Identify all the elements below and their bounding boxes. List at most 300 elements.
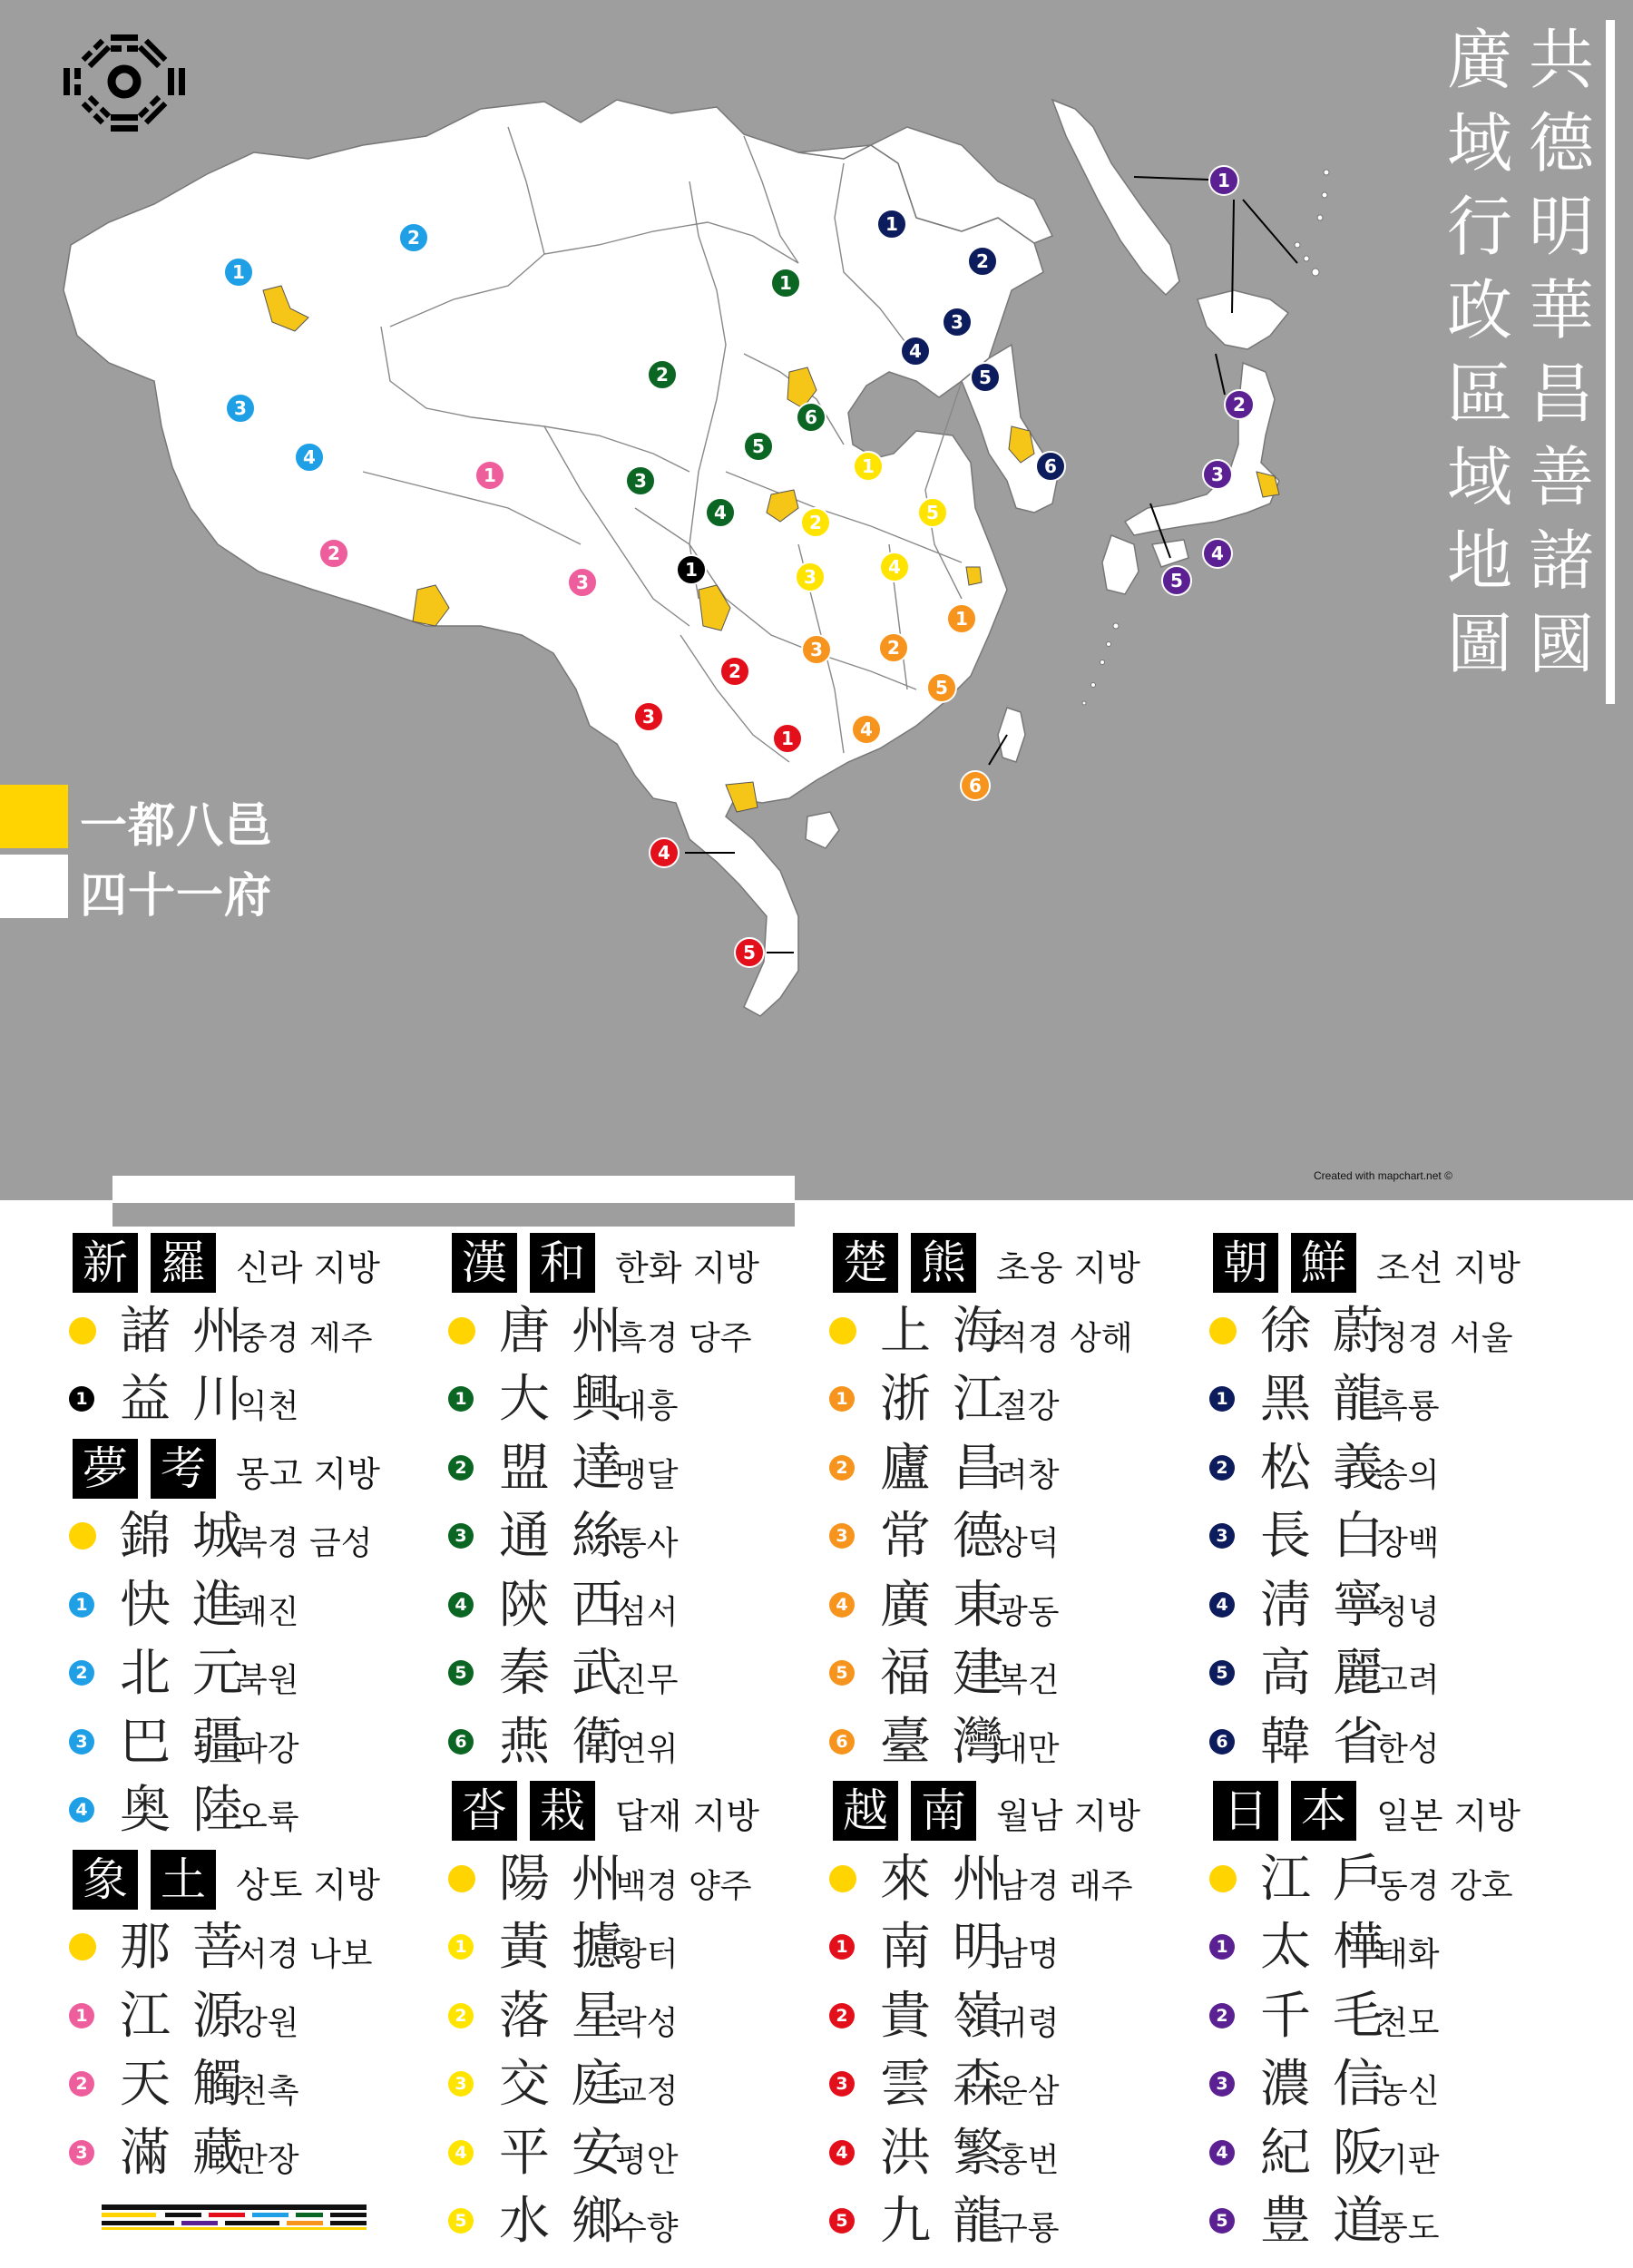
legend-korean-name: 동경 강호	[1376, 1867, 1513, 1905]
legend-korean-name: 황터	[615, 1936, 679, 1973]
map-marker	[879, 633, 908, 662]
prefecture-number-badge: 4	[1209, 2140, 1235, 2165]
map-marker	[901, 337, 930, 366]
legend-hanja-char: 濃	[1260, 2055, 1311, 2114]
legend-hanja-char: 蔚	[1333, 1301, 1384, 1361]
prefecture-number-badge: 2	[829, 2003, 855, 2028]
capital-dot-icon	[1209, 1865, 1237, 1892]
legend-hanja-char: 陝	[499, 1575, 550, 1635]
prefecture-number-badge: 6	[1209, 1729, 1235, 1755]
legend-hanja-char: 建	[953, 1644, 1003, 1703]
prefecture-number-badge: 1	[1209, 1934, 1235, 1960]
legend-hanja-char: 雲	[880, 2055, 931, 2114]
capital-dot-icon	[69, 1933, 96, 1960]
legend-korean-name: 오륙	[236, 1799, 299, 1836]
legend-hanja-char: 嶺	[953, 1986, 1003, 2046]
legend-hanja-char: 諸	[120, 1301, 171, 1361]
summary-line1: 一都八邑	[80, 799, 273, 854]
legend-hanja-char: 松	[1260, 1438, 1311, 1498]
legend-korean-name: 만장	[236, 2141, 299, 2179]
legend-hanja-char: 樺	[1333, 1918, 1384, 1977]
legend-hanja-char: 絲	[572, 1507, 622, 1566]
prefecture-number-badge: 2	[448, 2003, 474, 2028]
summary-white-swatch	[0, 855, 68, 918]
map-marker	[677, 555, 706, 584]
map-marker-number: 3	[234, 397, 247, 419]
map-marker-number: 3	[642, 706, 655, 728]
prefecture-number-badge: 1	[448, 1934, 474, 1960]
legend-prefecture-row	[833, 1435, 1214, 1504]
map-marker	[918, 498, 947, 527]
legend-korean-name: 통사	[615, 1525, 679, 1562]
map-marker-number: 1	[232, 261, 245, 283]
legend-hanja-char: 來	[880, 1849, 931, 1909]
prefecture-number-badge: 1	[1209, 1386, 1235, 1412]
title-char: 善	[1528, 439, 1594, 515]
legend-prefecture-row	[452, 1435, 833, 1504]
map-marker-number: 4	[1211, 543, 1224, 564]
legend-hanja-char: 寧	[1333, 1575, 1384, 1635]
map-marker	[1225, 390, 1254, 419]
legend-hanja-char: 常	[880, 1507, 931, 1566]
region-header-char: 新	[73, 1233, 138, 1293]
legend-hanja-char: 益	[120, 1370, 171, 1429]
map-marker-number: 2	[887, 637, 900, 659]
legend-hanja-char: 西	[572, 1575, 622, 1635]
prefecture-number-badge: 6	[448, 1729, 474, 1755]
map-marker-number: 1	[685, 559, 698, 581]
legend-prefecture-row	[73, 2051, 454, 2120]
legend-korean-name: 교정	[615, 2073, 679, 2110]
kuril-islands	[1295, 170, 1329, 276]
legend-hanja-char: 安	[572, 2123, 622, 2183]
legend-hanja-char: 錦	[120, 1507, 171, 1566]
region-header-char: 日	[1213, 1781, 1278, 1841]
legend-hanja-char: 麗	[1333, 1644, 1384, 1703]
legend-korean-name: 농신	[1376, 2073, 1440, 2110]
legend-prefecture-row	[1213, 1366, 1594, 1435]
map-marker	[801, 508, 830, 537]
legend-prefecture-row	[833, 2051, 1214, 2120]
map-marker	[720, 657, 749, 686]
legend-korean-name: 섬서	[615, 1593, 679, 1631]
legend-prefecture-row	[73, 2120, 454, 2189]
legend-hanja-char: 明	[953, 1918, 1003, 1977]
map-marker-number: 4	[303, 446, 316, 468]
legend-prefecture-row	[73, 1777, 454, 1846]
legend-hanja-char: 州	[572, 1849, 622, 1909]
prefecture-number-badge: 4	[829, 2140, 855, 2165]
region-header-char: 考	[151, 1439, 216, 1499]
legend-prefecture-row	[1213, 2188, 1594, 2257]
taiwan-landmass	[998, 708, 1025, 762]
legend-korean-name: 평안	[615, 2141, 679, 2179]
legend-prefecture-row	[1213, 2051, 1594, 2120]
legend-prefecture-row	[73, 1983, 454, 2052]
legend-hanja-char: 白	[1333, 1507, 1384, 1566]
map-marker-number: 2	[1233, 394, 1246, 415]
legend-prefecture-row	[833, 1572, 1214, 1641]
title-char: 域	[1446, 439, 1512, 515]
map-marker	[1209, 166, 1238, 195]
legend-hanja-char: 江	[1260, 1849, 1311, 1909]
prefecture-number-badge: 2	[1209, 1455, 1235, 1481]
legend-korean-name: 진무	[615, 1662, 679, 1699]
map-marker	[797, 403, 826, 432]
legend-prefecture-row	[833, 2120, 1214, 2189]
legend-column-chosong-wollam	[833, 1229, 1214, 2257]
map-marker	[854, 452, 883, 481]
legend-column-silla-mongol-sangto	[73, 1229, 454, 2188]
legend-hanja-char: 昌	[953, 1438, 1003, 1498]
map-marker-number: 2	[728, 660, 741, 682]
map-marker-number: 2	[328, 543, 340, 564]
prefecture-number-badge: 3	[829, 1523, 855, 1549]
map-marker-number: 4	[714, 502, 727, 523]
legend-korean-name: 천촉	[236, 2073, 299, 2110]
map-marker-number: 3	[951, 311, 963, 333]
legend-capital-row	[833, 1298, 1214, 1367]
region-header-char: 鮮	[1291, 1233, 1356, 1293]
legend-korean-name: 천모	[1376, 2004, 1440, 2042]
legend-hanja-char: 韓	[1260, 1712, 1311, 1772]
legend-hanja-char: 貴	[880, 1986, 931, 2046]
legend-prefecture-row	[452, 1914, 833, 1983]
legend-korean-name: 대흥	[615, 1388, 679, 1425]
legend-hanja-char: 陽	[499, 1849, 550, 1909]
title-char: 圖	[1446, 606, 1512, 682]
map-marker	[735, 938, 764, 967]
legend-capital-row	[1213, 1298, 1594, 1367]
legend-hanja-char: 九	[880, 2192, 931, 2251]
map-marker-number: 2	[656, 364, 669, 386]
legend-korean-name: 홍번	[996, 2141, 1060, 2179]
map-marker	[852, 715, 881, 744]
legend-hanja-char: 天	[120, 2055, 171, 2114]
map-marker	[943, 308, 972, 337]
title-column-left	[1439, 18, 1521, 686]
region-header-char: 羅	[151, 1233, 216, 1293]
prefecture-number-badge: 2	[69, 1660, 94, 1686]
legend-korean-name: 한성	[1376, 1730, 1440, 1768]
legend-korean-name: 복건	[996, 1662, 1060, 1699]
prefecture-number-badge: 2	[448, 1455, 474, 1481]
region-header-char: 和	[530, 1233, 595, 1293]
legend-hanja-char: 唐	[499, 1301, 550, 1361]
legend-hanja-char: 高	[1260, 1644, 1311, 1703]
region-header-label: 신라 지방	[236, 1248, 380, 1288]
prefecture-number-badge: 4	[69, 1797, 94, 1823]
map-marker-number: 5	[979, 367, 992, 388]
kyushu-landmass	[1102, 535, 1139, 594]
sakhalin-landmass	[1052, 100, 1179, 295]
legend-hanja-char: 豊	[1260, 2192, 1311, 2251]
color-stripe-emblem	[102, 2203, 367, 2232]
legend-korean-name: 절강	[996, 1388, 1060, 1425]
map-marker	[796, 562, 825, 591]
legend-hanja-char: 菩	[192, 1918, 243, 1977]
legend-prefecture-row	[833, 1366, 1214, 1435]
legend-prefecture-row	[73, 1572, 454, 1641]
title-char: 域	[1446, 105, 1512, 181]
map-marker-number: 4	[888, 556, 901, 578]
legend-hanja-char: 信	[1333, 2055, 1384, 2114]
legend-hanja-char: 攄	[572, 1918, 622, 1977]
legend-hanja-char: 州	[192, 1301, 243, 1361]
legend-hanja-char: 大	[499, 1370, 550, 1429]
legend-korean-name: 려창	[996, 1456, 1060, 1494]
title-char: 區	[1446, 356, 1512, 432]
legend-hanja-char: 阪	[1333, 2123, 1384, 2183]
legend-region-header	[1213, 1777, 1594, 1846]
legend-region-header	[452, 1229, 833, 1298]
legend-hanja-char: 觸	[192, 2055, 243, 2114]
prefecture-number-badge: 4	[448, 2140, 474, 2165]
legend-top-bar	[112, 1176, 795, 1203]
legend-hanja-char: 森	[953, 2055, 1003, 2114]
legend-prefecture-row	[1213, 1572, 1594, 1641]
hokkaido-landmass	[1198, 290, 1288, 349]
map-marker	[971, 363, 1000, 392]
map-marker-number: 1	[955, 608, 968, 630]
region-header-label: 몽고 지방	[236, 1453, 380, 1494]
legend-korean-name: 풍도	[1376, 2210, 1440, 2247]
map-marker	[1036, 452, 1065, 481]
legend-hanja-char: 太	[1260, 1918, 1311, 1977]
legend-hanja-char: 藏	[192, 2123, 243, 2183]
legend-hanja-char: 快	[120, 1575, 171, 1635]
map-marker-number: 1	[1217, 170, 1230, 191]
capital-dot-icon	[448, 1317, 475, 1344]
prefecture-number-badge: 4	[448, 1592, 474, 1618]
title-accent-bar	[1606, 20, 1615, 704]
legend-korean-name: 백경 양주	[615, 1867, 752, 1905]
legend-hanja-char: 鄉	[572, 2192, 622, 2251]
legend-region-header	[73, 1435, 454, 1504]
map-marker-number: 1	[779, 272, 792, 294]
prefecture-number-badge: 5	[448, 2208, 474, 2234]
ryukyu-islands	[1082, 623, 1119, 705]
region-header-label: 조선 지방	[1376, 1248, 1521, 1288]
legend-prefecture-row	[833, 1709, 1214, 1778]
map-marker-number: 5	[1170, 570, 1183, 591]
legend-prefecture-row	[1213, 1983, 1594, 2052]
legend-hanja-char: 東	[953, 1575, 1003, 1635]
map-marker	[744, 432, 773, 461]
region-header-char: 南	[911, 1781, 976, 1841]
summary-yellow-swatch	[0, 785, 68, 848]
title-char: 地	[1446, 523, 1512, 599]
legend-korean-name: 흑경 당주	[615, 1319, 752, 1357]
prefecture-number-badge: 4	[829, 1592, 855, 1618]
legend-hanja-char: 平	[499, 2123, 550, 2183]
legend-korean-name: 남명	[996, 1936, 1060, 1973]
map-marker	[947, 604, 976, 633]
legend-hanja-char: 義	[1333, 1438, 1384, 1498]
legend-region-header	[833, 1229, 1214, 1298]
legend-korean-name: 북경 금성	[236, 1525, 373, 1562]
legend-hanja-char: 庭	[572, 2055, 622, 2114]
legend-hanja-char: 落	[499, 1986, 550, 2046]
legend-hanja-char: 陸	[192, 1781, 243, 1840]
legend-hanja-char: 戶	[1333, 1849, 1384, 1909]
prefecture-number-badge: 5	[829, 1660, 855, 1686]
legend-capital-row	[1213, 1846, 1594, 1915]
legend-hanja-char: 省	[1333, 1712, 1384, 1772]
map-marker-number: 5	[752, 435, 765, 457]
legend-hanja-char: 德	[953, 1507, 1003, 1566]
legend-hanja-char: 興	[572, 1370, 622, 1429]
map-marker	[1203, 539, 1232, 568]
legend-hanja-char: 巴	[120, 1712, 171, 1772]
prefecture-number-badge: 5	[448, 1660, 474, 1686]
legend-korean-name: 기판	[1376, 2141, 1440, 2179]
legend-prefecture-row	[833, 1983, 1214, 2052]
map-marker-number: 4	[658, 842, 670, 864]
legend-prefecture-row	[452, 1366, 833, 1435]
region-header-char: 朝	[1213, 1233, 1278, 1293]
map-marker	[226, 394, 255, 423]
prefecture-number-badge: 1	[69, 1386, 94, 1412]
legend-hanja-char: 州	[572, 1301, 622, 1361]
legend-hanja-char: 滿	[120, 2123, 171, 2183]
legend-hanja-char: 川	[192, 1370, 243, 1429]
legend-hanja-char: 毛	[1333, 1986, 1384, 2046]
prefecture-number-badge: 3	[69, 2140, 94, 2165]
legend-hanja-char: 臺	[880, 1712, 931, 1772]
legend-hanja-char: 達	[572, 1438, 622, 1498]
map-marker-number: 1	[781, 728, 794, 749]
title-char: 行	[1446, 189, 1512, 265]
legend-korean-name: 쾌진	[236, 1593, 299, 1631]
legend-capital-row	[73, 1298, 454, 1367]
prefecture-number-badge: 2	[829, 1455, 855, 1481]
hainan-landmass	[806, 812, 839, 848]
legend-korean-name: 구룡	[996, 2210, 1060, 2247]
map-marker	[1162, 566, 1191, 595]
legend-column-joseon-ilbon	[1213, 1229, 1594, 2257]
map-marker	[706, 498, 735, 527]
map-marker	[224, 258, 253, 287]
legend-korean-name: 대만	[996, 1730, 1060, 1768]
legend-prefecture-row	[73, 1709, 454, 1778]
region-header-char: 漢	[452, 1233, 517, 1293]
legend-hanja-char: 元	[192, 1644, 243, 1703]
map-marker	[295, 443, 324, 472]
legend-korean-name: 청녕	[1376, 1593, 1440, 1631]
legend-hanja-char: 徐	[1260, 1301, 1311, 1361]
legend-prefecture-row	[452, 1709, 833, 1778]
region-header-label: 한화 지방	[615, 1248, 759, 1288]
prefecture-number-badge: 3	[829, 2071, 855, 2097]
legend-prefecture-row	[1213, 2120, 1594, 2189]
title-char: 國	[1528, 606, 1594, 682]
legend-hanja-char: 海	[953, 1301, 1003, 1361]
map-marker	[877, 210, 906, 239]
map-marker	[648, 360, 677, 389]
legend-hanja-char: 燕	[499, 1712, 550, 1772]
prefecture-number-badge: 1	[448, 1386, 474, 1412]
legend-korean-name: 파강	[236, 1730, 299, 1768]
map-marker-number: 3	[1211, 464, 1224, 485]
map-marker-number: 1	[484, 464, 496, 486]
legend-korean-name: 서경 나보	[236, 1936, 373, 1973]
map-marker	[626, 466, 655, 495]
legend-hanja-char: 交	[499, 2055, 550, 2114]
prefecture-number-badge: 5	[829, 2208, 855, 2234]
legend-korean-name: 청경 서울	[1376, 1319, 1513, 1357]
legend-korean-name: 연위	[615, 1730, 679, 1768]
legend-hanja-char: 北	[120, 1644, 171, 1703]
region-header-label: 월남 지방	[996, 1796, 1140, 1836]
legend-capital-row	[452, 1298, 833, 1367]
legend-korean-name: 락성	[615, 2004, 679, 2042]
legend-hanja-char: 廣	[880, 1575, 931, 1635]
legend-capital-row	[833, 1846, 1214, 1915]
title-char: 政	[1446, 272, 1512, 348]
region-header-label: 일본 지방	[1376, 1796, 1521, 1836]
map-marker	[961, 771, 990, 800]
legend-korean-name: 광동	[996, 1593, 1060, 1631]
title-column-right	[1521, 18, 1602, 686]
region-header-char: 象	[73, 1850, 138, 1910]
legend-korean-name: 익천	[236, 1388, 299, 1425]
region-header-char: 楚	[833, 1233, 898, 1293]
region-header-char: 越	[833, 1781, 898, 1841]
legend-hanja-char: 水	[499, 2192, 550, 2251]
legend-korean-name: 강원	[236, 2004, 299, 2042]
legend-hanja-char: 奥	[120, 1781, 171, 1840]
map-marker-number: 6	[969, 775, 982, 797]
legend-capital-row	[73, 1914, 454, 1983]
capital-dot-icon	[1209, 1317, 1237, 1344]
prefecture-number-badge: 1	[829, 1386, 855, 1412]
capital-dot-icon	[69, 1522, 96, 1549]
legend-korean-name: 맹달	[615, 1456, 679, 1494]
legend-hanja-char: 黑	[1260, 1370, 1311, 1429]
legend-prefecture-row	[1213, 1640, 1594, 1709]
legend-prefecture-row	[452, 1640, 833, 1709]
legend-hanja-char: 淸	[1260, 1575, 1311, 1635]
legend-hanja-char: 秦	[499, 1644, 550, 1703]
map-marker-number: 1	[885, 213, 898, 235]
legend-korean-name: 적경 상해	[996, 1319, 1133, 1357]
region-header-char: 夢	[73, 1439, 138, 1499]
region-header-char: 沓	[452, 1781, 517, 1841]
legend-prefecture-row	[73, 1366, 454, 1435]
legend-prefecture-row	[833, 2188, 1214, 2257]
map-marker-number: 4	[909, 340, 922, 362]
map-marker-number: 3	[810, 639, 823, 660]
legend-korean-name: 송의	[1376, 1456, 1440, 1494]
map-marker	[802, 635, 831, 664]
legend-prefecture-row	[452, 1983, 833, 2052]
map-marker	[399, 223, 428, 252]
capital-dot-icon	[69, 1317, 96, 1344]
region-header-label: 상토 지방	[236, 1864, 380, 1905]
legend-hanja-char: 城	[192, 1507, 243, 1566]
map-marker	[568, 568, 597, 597]
legend-hanja-char: 千	[1260, 1986, 1311, 2046]
region-header-char: 栽	[530, 1781, 595, 1841]
prefecture-number-badge: 1	[69, 2003, 94, 2028]
title-char: 華	[1528, 272, 1594, 348]
legend-prefecture-row	[833, 1640, 1214, 1709]
legend-korean-name: 운삼	[996, 2073, 1060, 2110]
legend-prefecture-row	[452, 1572, 833, 1641]
legend-prefecture-row	[1213, 1435, 1594, 1504]
legend-hanja-char: 江	[120, 1986, 171, 2046]
